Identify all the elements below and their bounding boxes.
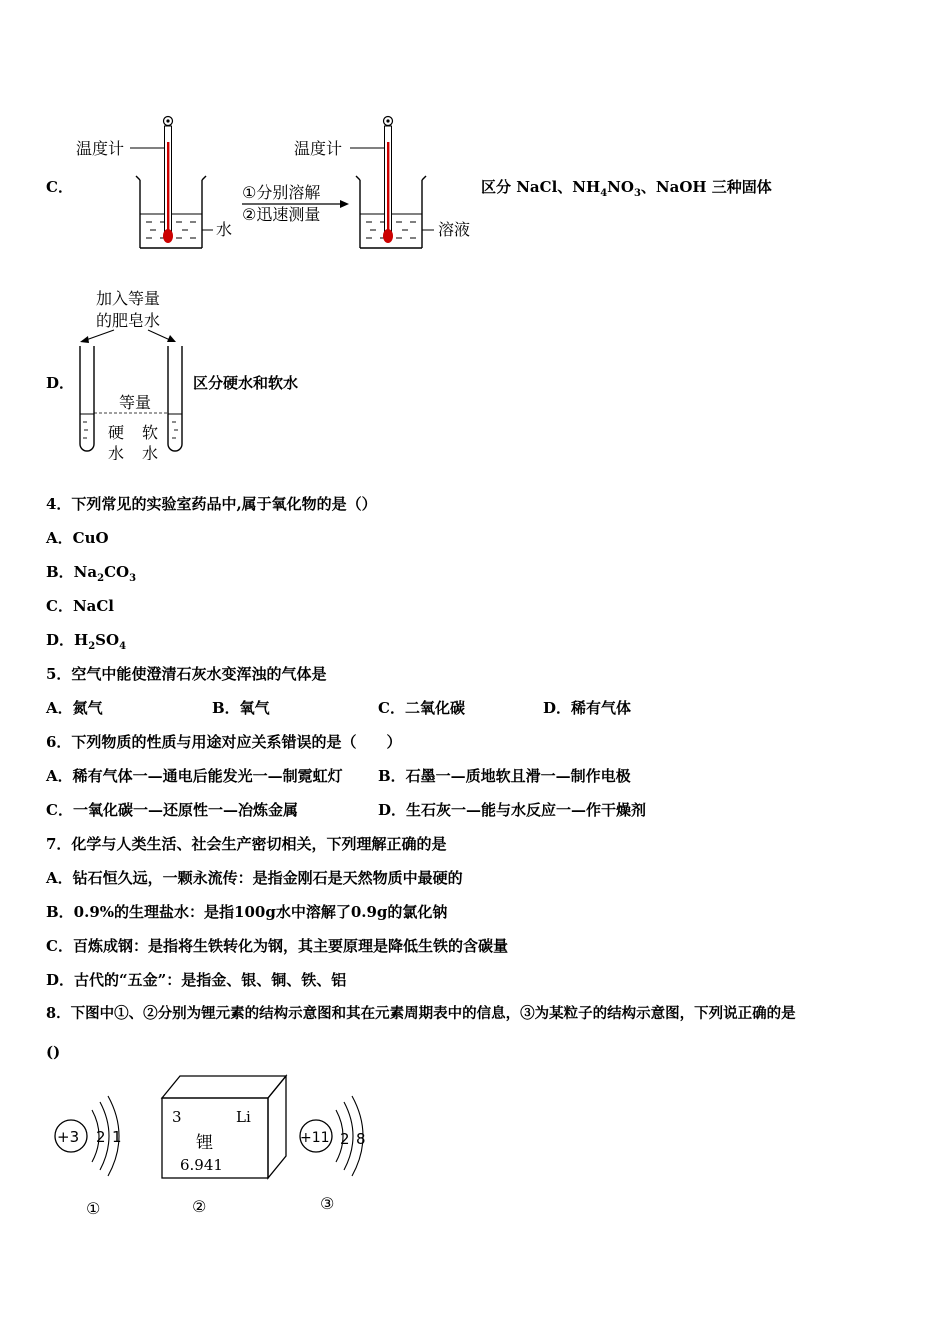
q8-stem: 8．下图中①、②分别为锂元素的结构示意图和其在元素周期表中的信息，③为某粒子的结构示意图，下列说正确的是 xyxy=(46,1005,796,1022)
lithium-atom-structure xyxy=(55,1096,122,1176)
fig3-nucleus: +11 xyxy=(300,1130,330,1146)
q6-option-c: C．一氧化碳一—还原性一—冶炼金属 xyxy=(46,801,298,819)
particle-structure xyxy=(300,1096,366,1176)
step-1-label: ①分别溶解 xyxy=(242,183,321,202)
fig2-caption: ② xyxy=(192,1197,207,1216)
thermometer-left xyxy=(163,117,173,244)
q7-option-c: C．百炼成钢：是指将生铁转化为钢，其主要原理是降低生铁的含碳量 xyxy=(46,937,508,955)
q7-option-b: B．0.9%的生理盐水：是指100g水中溶解了0.9g的氯化钠 xyxy=(46,903,448,921)
q5-option-a: A．氮气 xyxy=(46,699,103,717)
soft-water-label-1: 软 xyxy=(142,423,159,442)
option-d-diagram xyxy=(70,284,195,460)
soap-water-label-2: 的肥皂水 xyxy=(96,311,161,330)
thermometer-right xyxy=(383,117,393,244)
equal-amount-label: 等量 xyxy=(119,393,152,412)
fig2-symbol: Li xyxy=(236,1108,251,1126)
q8-paren: () xyxy=(46,1043,61,1061)
fig1-nucleus: +3 xyxy=(57,1128,80,1146)
step-2-label: ②迅速测量 xyxy=(242,205,321,224)
option-c-diagram xyxy=(70,110,490,260)
hard-water-label-2: 水 xyxy=(108,444,125,460)
q6-option-b: B．石墨一—质地软且滑一—制作电极 xyxy=(378,767,631,785)
q4-option-b: B．$Na_2CO_3$ xyxy=(46,563,137,584)
fig3-caption: ③ xyxy=(320,1194,335,1213)
thermometer-label-left: 温度计 xyxy=(76,139,125,158)
fig3-shell-2: 8 xyxy=(356,1130,366,1148)
hard-water-label-1: 硬 xyxy=(108,423,125,442)
q5-option-b: B．氧气 xyxy=(212,699,270,717)
test-tube-hard-water xyxy=(80,346,94,451)
fig2-name: 锂 xyxy=(196,1133,213,1153)
fig1-caption: ① xyxy=(86,1199,101,1218)
q6-option-d: D．生石灰一—能与水反应一—作干燥剂 xyxy=(378,801,647,819)
q5-stem: 5．空气中能使澄清石灰水变浑浊的气体是 xyxy=(46,665,327,683)
q5-option-c: C．二氧化碳 xyxy=(378,699,465,717)
option-d-description: 区分硬水和软水 xyxy=(193,374,299,392)
test-tube-soft-water xyxy=(168,346,182,451)
water-label: 水 xyxy=(216,220,233,239)
q7-option-a: A．钻石恒久远，一颗永流传：是指金刚石是天然物质中最硬的 xyxy=(46,869,463,887)
q7-option-d: D．古代的“五金”：是指金、银、铜、铁、铝 xyxy=(46,971,347,989)
q7-stem: 7．化学与人类生活、社会生产密切相关，下列理解正确的是 xyxy=(46,835,447,853)
q8-figures xyxy=(40,1066,380,1226)
fig2-mass: 6.941 xyxy=(180,1156,223,1174)
thermometer-label-right: 温度计 xyxy=(294,139,343,158)
q4-stem: 4．下列常见的实验室药品中,属于氧化物的是（） xyxy=(46,495,377,513)
q4-option-a: A．CuO xyxy=(46,529,109,547)
fig1-shell-1: 2 xyxy=(96,1128,106,1146)
fig1-shell-2: 1 xyxy=(112,1128,122,1146)
q4-option-c: C．NaCl xyxy=(46,597,115,615)
solution-label: 溶液 xyxy=(438,220,471,239)
option-c-letter: C． xyxy=(46,178,73,196)
option-c-description: 区分 NaCl、$NH_4NO_3$、NaOH 三种固体 xyxy=(481,178,772,199)
q4-option-d: D．$H_2SO_4$ xyxy=(46,631,127,652)
q6-option-a: A．稀有气体一—通电后能发光一—制霓虹灯 xyxy=(46,767,343,785)
soap-water-label-1: 加入等量 xyxy=(96,289,161,308)
q5-option-d: D．稀有气体 xyxy=(543,699,632,717)
soft-water-label-2: 水 xyxy=(142,444,159,460)
q6-stem: 6．下列物质的性质与用途对应关系错误的是（ ） xyxy=(46,733,402,751)
lithium-periodic-cell xyxy=(162,1076,286,1178)
fig2-atomic-number: 3 xyxy=(172,1108,182,1126)
option-d-letter: D． xyxy=(46,374,75,392)
fig3-shell-1: 2 xyxy=(340,1130,350,1148)
